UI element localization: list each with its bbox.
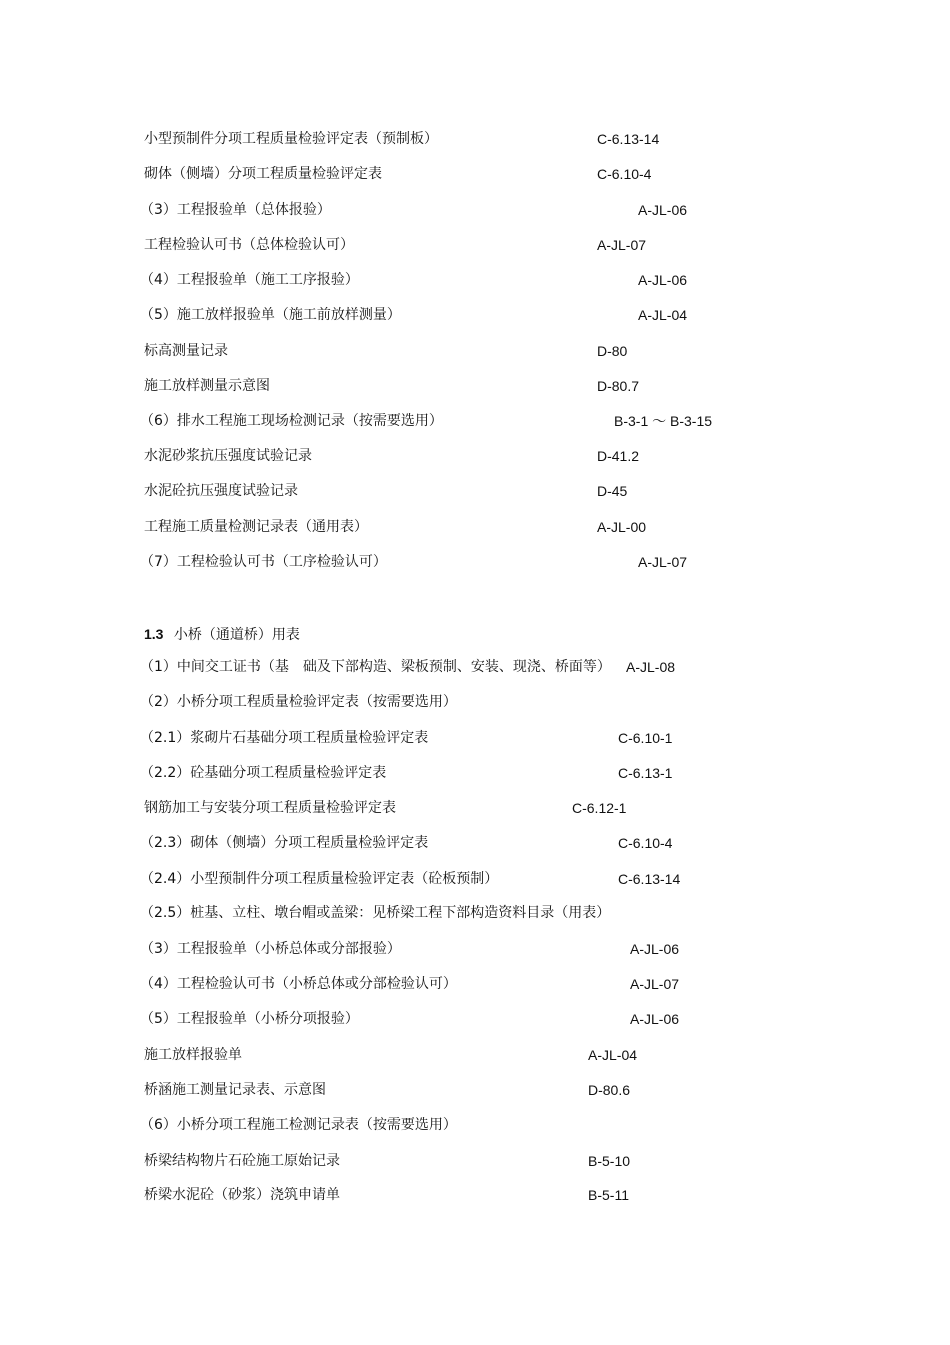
item-label: 桥涵施工测量记录表、示意图 bbox=[144, 1082, 326, 1098]
item-code: B-5-10 bbox=[588, 1153, 631, 1169]
item-label: 钢筋加工与安装分项工程质量检验评定表 bbox=[144, 800, 396, 816]
item-code: C-6.13-14 bbox=[597, 131, 660, 147]
item-code: C-6.13-1 bbox=[618, 765, 673, 781]
item-label: （1）中间交工证书（基 础及下部构造、梁板预制、安装、现浇、桥面等） bbox=[140, 659, 611, 675]
item-code: A-JL-06 bbox=[630, 941, 680, 957]
item-label: 施工放样测量示意图 bbox=[144, 378, 270, 394]
section-title: 小桥（通道桥）用表 bbox=[173, 627, 300, 643]
item-code: D-80.6 bbox=[588, 1082, 631, 1098]
item-label: （2）小桥分项工程质量检验评定表（按需要选用） bbox=[140, 694, 457, 710]
item-label: 桥梁结构物片石砼施工原始记录 bbox=[144, 1153, 340, 1169]
item-code: C-6.10-4 bbox=[618, 835, 673, 851]
item-code: A-JL-07 bbox=[630, 976, 680, 992]
item-label: 砌体（侧墙）分项工程质量检验评定表 bbox=[144, 166, 382, 182]
item-code: A-JL-07 bbox=[638, 554, 688, 570]
item-label: 标高测量记录 bbox=[144, 343, 228, 359]
item-label: （2.3）砌体（侧墙）分项工程质量检验评定表 bbox=[140, 835, 429, 851]
item-code: A-JL-06 bbox=[638, 272, 688, 288]
item-code: D-41.2 bbox=[597, 448, 640, 464]
item-code: C-6.10-1 bbox=[618, 730, 673, 746]
item-code: B-5-11 bbox=[588, 1187, 629, 1203]
item-label: （5）工程报验单（小桥分项报验） bbox=[140, 1011, 359, 1027]
item-label: （2.1）浆砌片石基础分项工程质量检验评定表 bbox=[140, 730, 429, 746]
item-code: C-6.13-14 bbox=[618, 871, 681, 887]
item-label: （5）施工放样报验单（施工前放样测量） bbox=[140, 307, 401, 323]
item-label: （2.5）桩基、立柱、墩台帽或盖梁：见桥梁工程下部构造资料目录（用表） bbox=[140, 905, 611, 921]
item-label: 小型预制件分项工程质量检验评定表（预制板） bbox=[144, 131, 438, 147]
item-label: （4）工程检验认可书（小桥总体或分部检验认可） bbox=[140, 976, 457, 992]
item-code: D-45 bbox=[597, 483, 628, 499]
item-code: C-6.12-1 bbox=[572, 800, 627, 816]
item-label: （4）工程报验单（施工工序报验） bbox=[140, 272, 359, 288]
item-code: A-JL-04 bbox=[588, 1047, 638, 1063]
item-code: C-6.10-4 bbox=[597, 166, 652, 182]
item-code: A-JL-08 bbox=[626, 659, 676, 675]
item-code: D-80.7 bbox=[597, 378, 640, 394]
item-label: （2.4）小型预制件分项工程质量检验评定表（砼板预制） bbox=[140, 871, 499, 887]
item-label: 施工放样报验单 bbox=[144, 1047, 242, 1063]
item-label: （3）工程报验单（总体报验） bbox=[140, 202, 331, 218]
item-label: 工程施工质量检测记录表（通用表） bbox=[144, 519, 368, 535]
item-code: B-3-1 ～ B-3-15 bbox=[614, 413, 713, 429]
item-label: （3）工程报验单（小桥总体或分部报验） bbox=[140, 941, 401, 957]
item-label: 水泥砼抗压强度试验记录 bbox=[144, 483, 298, 499]
item-label: （6）排水工程施工现场检测记录（按需要选用） bbox=[140, 413, 443, 429]
item-label: 工程检验认可书（总体检验认可） bbox=[144, 237, 354, 253]
item-label: 水泥砂浆抗压强度试验记录 bbox=[144, 448, 312, 464]
section-number: 1.3 bbox=[144, 626, 164, 642]
item-code: A-JL-06 bbox=[638, 202, 688, 218]
item-code: D-80 bbox=[597, 343, 628, 359]
item-label: （7）工程检验认可书（工序检验认可） bbox=[140, 554, 387, 570]
item-code: A-JL-07 bbox=[597, 237, 647, 253]
item-code: A-JL-00 bbox=[597, 519, 647, 535]
section-heading bbox=[144, 623, 300, 645]
item-label: （2.2）砼基础分项工程质量检验评定表 bbox=[140, 765, 387, 781]
item-label: （6）小桥分项工程施工检测记录表（按需要选用） bbox=[140, 1117, 457, 1133]
item-label: 桥梁水泥砼（砂浆）浇筑申请单 bbox=[144, 1187, 340, 1203]
item-code: A-JL-04 bbox=[638, 307, 688, 323]
item-code: A-JL-06 bbox=[630, 1011, 680, 1027]
